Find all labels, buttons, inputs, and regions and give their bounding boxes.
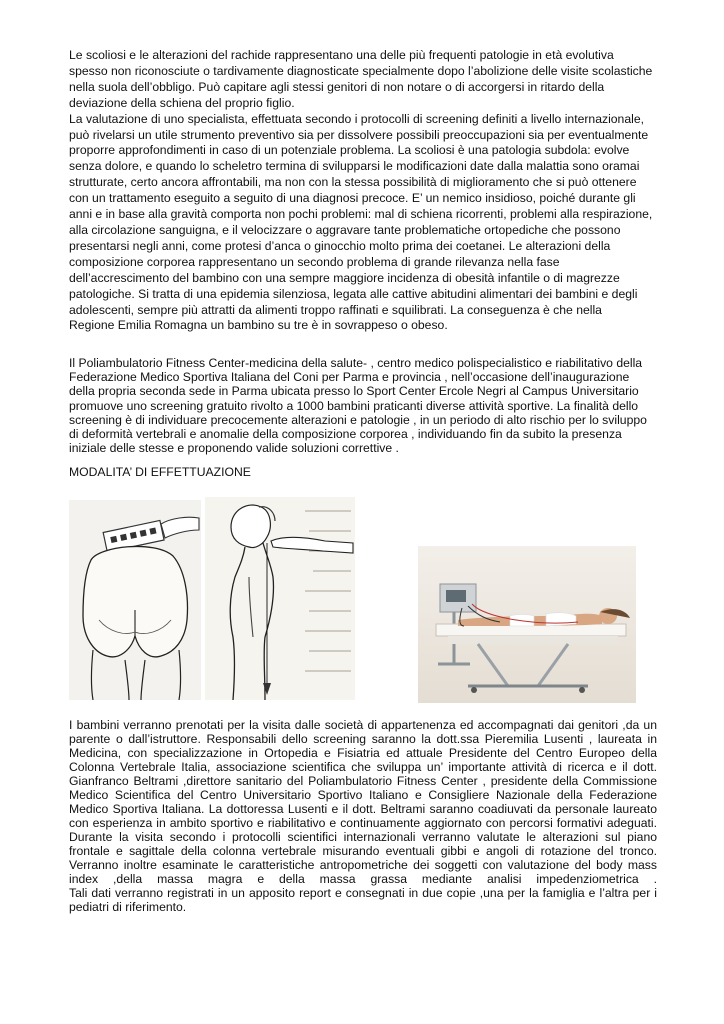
bioimpedance-analysis-photo — [418, 546, 636, 703]
text-line: Verranno inoltre esaminate le caratteristiche antropometriche dei soggetti con valutazione del body mass — [69, 858, 657, 872]
text-line: anni e in base alla gravità comporta non pochi problemi: mal di schiena ricorrenti, problemi alla respirazione, — [69, 207, 653, 222]
text-line: con esperienza in ambito sportivo e riabilitativo e continuamente aggiornato con percorsi formativi adeguati. — [69, 816, 657, 830]
text-line: senza dolore, e quando lo scheletro termina di svilupparsi le modificazioni date dalla malattia sono oramai — [69, 159, 640, 174]
text-line: pediatri di riferimento. — [69, 900, 187, 914]
text-line: Colonna Vertebrale Italia, associazione scientifica che sviluppa un’ importante attività di ricerca e il dott. — [69, 760, 657, 774]
text-line: La valutazione di uno specialista, effettuata secondo i protocolli di screening definiti a livello internazionale, — [69, 111, 644, 126]
text-line: Medico Scientifica del Centro Universitario Sportivo Italiano e Consigliere Nazionale della Federazione — [69, 788, 657, 802]
text-line: Gianfranco Beltrami ,direttore sanitario del Poliambulatorio Fitness Center , presidente della Commissione — [69, 774, 657, 788]
text-line: Medicina, con specializzazione in Ortopedia e Fisiatria ed attuale Presidente del Centro Europeo della — [69, 746, 657, 760]
text-line: strutturate, certo ancora affrontabili, ma non con la stessa possibilità di miglioramento che si può ottenere — [69, 175, 637, 190]
text-line: dell’accrescimento del bambino con una sempre maggiore incidenza di obesità infantile o di magrezze — [69, 270, 620, 285]
forward-bend-test-illustration — [69, 500, 201, 700]
text-line: iniziale delle stesse e proponendo valide soluzioni correttive . — [69, 441, 399, 456]
text-line: parente o dall’istruttore. Responsabili dello screening saranno la dott.ssa Pieremilia Lusenti , laureata in — [69, 732, 657, 746]
text-line: Medico Sportiva Italiana. La dottoressa Lusenti e il dott. Beltrami saranno coadiuvati da personale laureato — [69, 802, 657, 816]
text-line: Tali dati verranno registrati in un apposito report e consegnati in due copie ,una per la famiglia e l’altra per i — [69, 886, 657, 900]
text-line: Durante la visita secondo i protocolli scientifici internazionali verranno valutate le alterazioni sul piano — [69, 830, 657, 844]
procedure-paragraph — [69, 718, 657, 914]
text-line: patologiche. Si tratta di una epidemia silenziosa, legata alle cattive abitudini alimentari dei bambini e degli — [69, 286, 638, 301]
text-line: spesso non riconosciute o tardivamente diagnosticate specialmente dopo l’abolizione delle visite scolastiche — [69, 63, 653, 78]
text-line: nella suola dell’obbligo. Può capitare agli stessi genitori di non notare o di accorgersi in ritardo della — [69, 79, 605, 94]
section-heading: MODALITA’ DI EFFETTUAZIONE — [69, 465, 251, 479]
intro-paragraph — [69, 48, 657, 334]
text-line: composizione corporea rappresentano un secondo problema di grande rilevanza nella fase — [69, 254, 560, 269]
text-line: della propria seconda sede in Parma ubicata presso lo Sport Center Ercole Negri al Campus Universitario — [69, 384, 639, 399]
text-line: presentarsi negli anni, come protesi d’anca o ginocchio molto prima dei coetanei. Le alterazioni della — [69, 238, 611, 253]
text-line: frontale e sagittale della colonna vertebrale misurando eventuali gibbi e angoli di rotazione del tronco. — [69, 844, 657, 858]
text-line: con un trattamento eseguito a seguito di una diagnosi precoce. E’ un nemico insidioso, poiché durante gli — [69, 191, 636, 206]
text-line: Le scoliosi e le alterazioni del rachide rappresentano una delle più frequenti patologie in età evolutiva — [69, 48, 614, 62]
text-line: di deformità vertebrali e anomalie della composizione corporea , individuando fin da subito la presenza — [69, 427, 622, 442]
text-line: alla circolazione sanguigna, e il velocizzare o aggravare tante problematiche ortopediche che possono — [69, 222, 621, 237]
text-line: proporre approfondimenti in caso di un potenziale problema. La scoliosi è una patologia subdola: evolve — [69, 143, 630, 158]
text-line: promuove uno screening gratuito rivolto a 1000 bambini praticanti diverse attività sportive. La finalità dello — [69, 398, 639, 413]
text-line: Regione Emilia Romagna un bambino su tre è in sovrappeso o obeso. — [69, 318, 448, 333]
text-line: I bambini verranno prenotati per la visita dalle società di appartenenza ed accompagnati dai genitori ,da un — [69, 718, 657, 732]
text-line: index ,della massa magra e della massa grassa mediante analisi impedenziometrica . — [69, 872, 657, 886]
text-line: Federazione Medico Sportiva Italiana del Coni per Parma e provincia , nell’occasione dell’inaugurazione — [69, 370, 630, 385]
text-line: adolescenti, sempre più attratti da alimenti troppo raffinati e squilibrati. La conseguenza è che nella — [69, 302, 602, 317]
centre-paragraph — [69, 356, 657, 455]
text-line: può rivelarsi un utile strumento preventivo sia per dissolvere possibili preoccupazioni sia per eventualmente — [69, 127, 649, 142]
text-line: Il Poliambulatorio Fitness Center-medicina della salute- , centro medico polispecialistico e riabilitativo della — [69, 356, 643, 370]
plumb-line-posture-illustration — [205, 497, 355, 700]
text-line: deviazione della schiena del proprio figlio. — [69, 95, 295, 110]
text-line: screening è di individuare precocemente alterazioni e patologie , in un periodo di alto rischio per lo sviluppo — [69, 412, 647, 427]
